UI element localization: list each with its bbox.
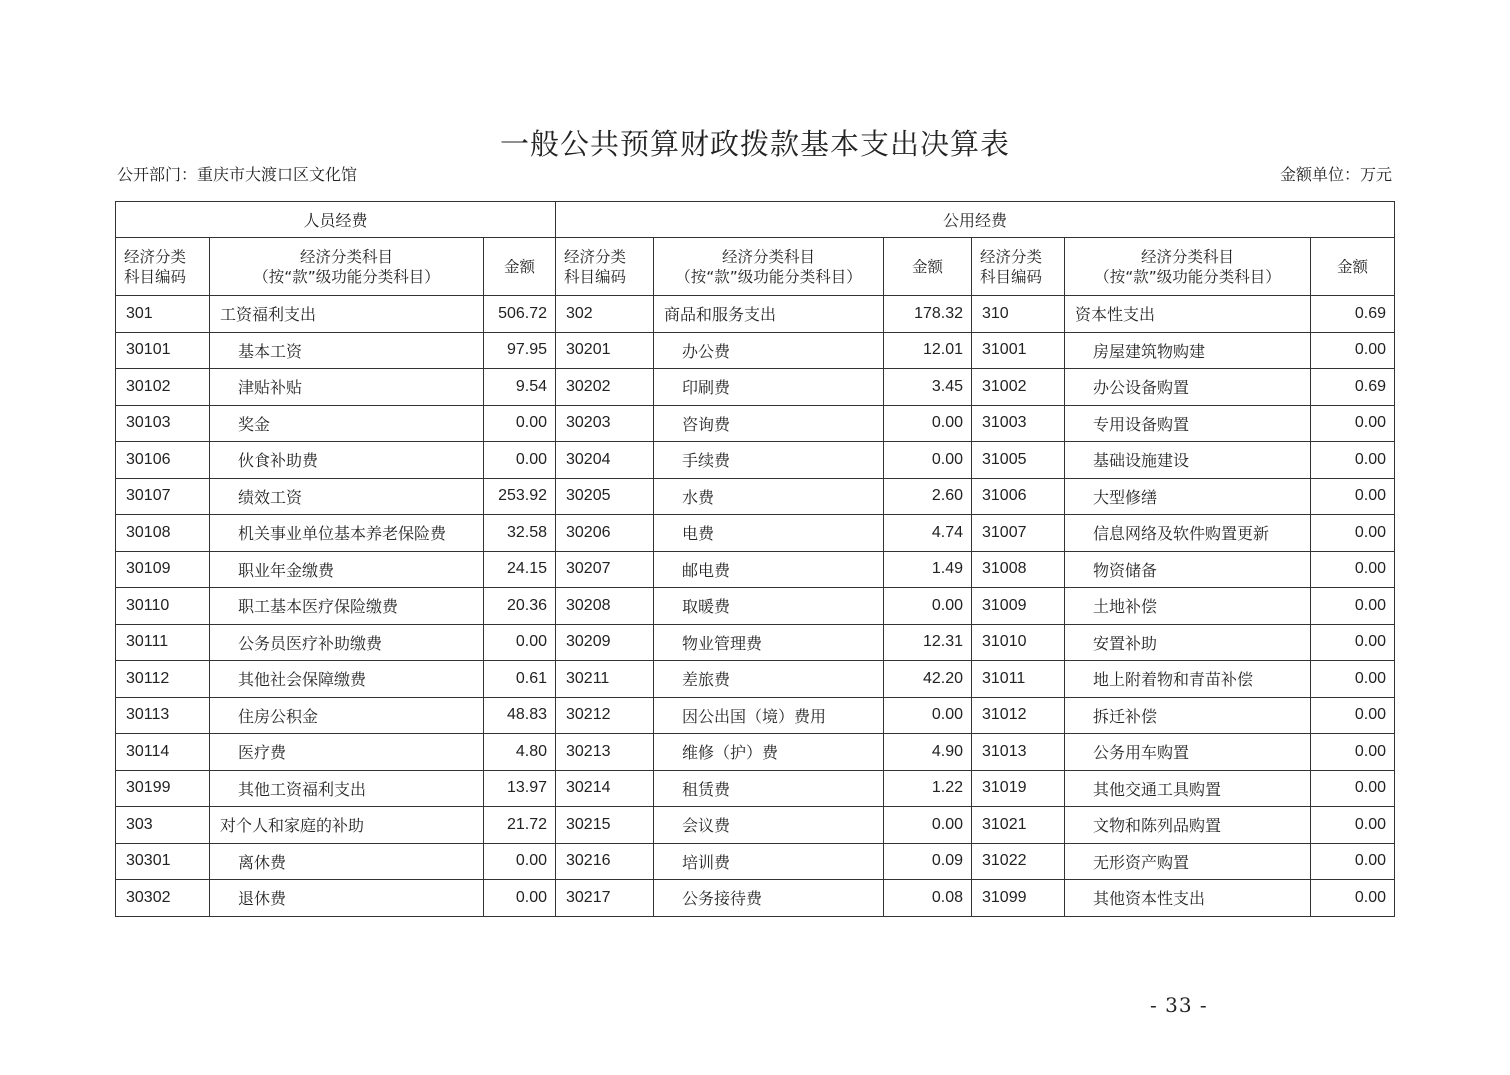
economic-item-cell: 职业年金缴费 [210,551,484,588]
economic-item-cell: 地上附着物和青苗补偿 [1065,661,1311,698]
amount-cell: 0.00 [884,588,972,625]
amount-cell: 0.00 [484,624,556,661]
page-number: - 33 - [1150,993,1208,1017]
economic-code-cell: 30202 [556,369,654,406]
table-row [116,734,1395,771]
economic-item-cell: 印刷费 [654,369,884,406]
amount-cell: 32.58 [484,515,556,552]
economic-item-cell: 因公出国（境）费用 [654,697,884,734]
economic-code-cell: 30108 [116,515,210,552]
page-title: 一般公共预算财政拨款基本支出决算表 [499,127,1010,161]
economic-code-cell: 30208 [556,588,654,625]
amount-cell: 0.00 [1311,697,1395,734]
economic-item-cell: 租赁费 [654,770,884,807]
amount-cell: 0.00 [884,405,972,442]
table-row [116,332,1395,369]
economic-item-cell: 公务接待费 [654,880,884,917]
economic-item-cell: 无形资产购置 [1065,843,1311,880]
department-label: 公开部门：重庆市大渡口区文化馆 [117,165,358,184]
amount-cell: 20.36 [484,588,556,625]
economic-code-cell: 31005 [972,442,1065,479]
economic-item-cell: 安置补助 [1065,624,1311,661]
economic-code-cell: 30199 [116,770,210,807]
amount-cell: 0.00 [1311,515,1395,552]
economic-item-cell: 办公设备购置 [1065,369,1311,406]
table-row [116,369,1395,406]
economic-code-cell: 31002 [972,369,1065,406]
group-header-personnel: 人员经费 [116,202,556,238]
economic-code-cell: 30301 [116,843,210,880]
amount-cell: 9.54 [484,369,556,406]
amount-cell: 0.00 [484,843,556,880]
amount-cell: 0.00 [1311,807,1395,844]
table-row [116,588,1395,625]
amount-cell: 42.20 [884,661,972,698]
table-row [116,551,1395,588]
economic-item-cell: 手续费 [654,442,884,479]
economic-code-cell: 30205 [556,478,654,515]
table-row [116,697,1395,734]
economic-code-cell: 30111 [116,624,210,661]
amount-cell: 0.61 [484,661,556,698]
economic-code-cell: 30110 [116,588,210,625]
economic-item-cell: 工资福利支出 [210,296,484,333]
amount-cell: 0.00 [884,442,972,479]
amount-cell: 2.60 [884,478,972,515]
amount-cell: 0.69 [1311,296,1395,333]
economic-code-cell: 30103 [116,405,210,442]
budget-table [115,201,1395,917]
economic-code-cell: 30209 [556,624,654,661]
amount-cell: 0.00 [884,807,972,844]
unit-label: 金额单位：万元 [1279,165,1392,184]
amount-cell: 0.00 [484,405,556,442]
amount-cell: 0.00 [1311,478,1395,515]
economic-code-cell: 30213 [556,734,654,771]
economic-code-cell: 31010 [972,624,1065,661]
economic-code-cell: 30216 [556,843,654,880]
amount-cell: 48.83 [484,697,556,734]
economic-item-cell: 房屋建筑物购建 [1065,332,1311,369]
economic-item-cell: 电费 [654,515,884,552]
economic-code-cell: 31008 [972,551,1065,588]
col-header-amount: 金额 [484,238,556,296]
economic-code-cell: 30106 [116,442,210,479]
amount-cell: 24.15 [484,551,556,588]
amount-cell: 12.01 [884,332,972,369]
amount-cell: 13.97 [484,770,556,807]
economic-item-cell: 伙食补助费 [210,442,484,479]
amount-cell: 506.72 [484,296,556,333]
economic-item-cell: 奖金 [210,405,484,442]
economic-item-cell: 其他社会保障缴费 [210,661,484,698]
economic-item-cell: 物资储备 [1065,551,1311,588]
amount-cell: 1.49 [884,551,972,588]
amount-cell: 0.00 [1311,661,1395,698]
economic-item-cell: 维修（护）费 [654,734,884,771]
economic-code-cell: 30113 [116,697,210,734]
economic-code-cell: 302 [556,296,654,333]
amount-cell: 0.00 [1311,624,1395,661]
economic-item-cell: 差旅费 [654,661,884,698]
economic-item-cell: 咨询费 [654,405,884,442]
economic-code-cell: 30206 [556,515,654,552]
table-row [116,880,1395,917]
economic-item-cell: 会议费 [654,807,884,844]
amount-cell: 0.09 [884,843,972,880]
economic-code-cell: 30203 [556,405,654,442]
amount-cell: 0.00 [484,880,556,917]
economic-code-cell: 31013 [972,734,1065,771]
economic-code-cell: 31022 [972,843,1065,880]
amount-cell: 0.00 [1311,880,1395,917]
amount-cell: 4.74 [884,515,972,552]
col-header-code: 经济分类 科目编码 [116,238,210,296]
table-row [116,515,1395,552]
amount-cell: 0.00 [1311,734,1395,771]
amount-cell: 253.92 [484,478,556,515]
economic-item-cell: 住房公积金 [210,697,484,734]
economic-code-cell: 301 [116,296,210,333]
economic-code-cell: 303 [116,807,210,844]
amount-cell: 0.08 [884,880,972,917]
amount-cell: 0.00 [884,697,972,734]
amount-cell: 0.00 [1311,442,1395,479]
economic-item-cell: 资本性支出 [1065,296,1311,333]
amount-cell: 97.95 [484,332,556,369]
economic-item-cell: 其他资本性支出 [1065,880,1311,917]
economic-code-cell: 31009 [972,588,1065,625]
economic-code-cell: 31012 [972,697,1065,734]
economic-code-cell: 30207 [556,551,654,588]
col-header-item: 经济分类科目 （按“款”级功能分类科目） [210,238,484,296]
col-header-item: 经济分类科目 （按“款”级功能分类科目） [1065,238,1311,296]
amount-cell: 0.00 [1311,770,1395,807]
amount-cell: 0.00 [1311,332,1395,369]
economic-code-cell: 30101 [116,332,210,369]
economic-item-cell: 专用设备购置 [1065,405,1311,442]
group-header-public: 公用经费 [556,202,1395,238]
economic-item-cell: 医疗费 [210,734,484,771]
economic-item-cell: 基本工资 [210,332,484,369]
economic-code-cell: 30211 [556,661,654,698]
table-body [116,296,1395,917]
economic-item-cell: 办公费 [654,332,884,369]
economic-item-cell: 津贴补贴 [210,369,484,406]
economic-item-cell: 取暖费 [654,588,884,625]
economic-code-cell: 310 [972,296,1065,333]
amount-cell: 4.90 [884,734,972,771]
economic-item-cell: 机关事业单位基本养老保险费 [210,515,484,552]
amount-cell: 0.00 [1311,843,1395,880]
economic-item-cell: 邮电费 [654,551,884,588]
table-row [116,442,1395,479]
economic-code-cell: 31021 [972,807,1065,844]
economic-code-cell: 30114 [116,734,210,771]
amount-cell: 1.22 [884,770,972,807]
economic-item-cell: 对个人和家庭的补助 [210,807,484,844]
table-row [116,661,1395,698]
amount-cell: 3.45 [884,369,972,406]
economic-item-cell: 职工基本医疗保险缴费 [210,588,484,625]
economic-code-cell: 31006 [972,478,1065,515]
economic-code-cell: 30107 [116,478,210,515]
economic-item-cell: 公务用车购置 [1065,734,1311,771]
economic-code-cell: 30112 [116,661,210,698]
col-header-amount: 金额 [884,238,972,296]
table-row [116,296,1395,333]
table-row [116,843,1395,880]
economic-code-cell: 30109 [116,551,210,588]
economic-item-cell: 物业管理费 [654,624,884,661]
amount-cell: 0.00 [484,442,556,479]
economic-code-cell: 31003 [972,405,1065,442]
economic-code-cell: 30212 [556,697,654,734]
economic-item-cell: 绩效工资 [210,478,484,515]
amount-cell: 178.32 [884,296,972,333]
economic-item-cell: 基础设施建设 [1065,442,1311,479]
economic-code-cell: 30201 [556,332,654,369]
economic-item-cell: 文物和陈列品购置 [1065,807,1311,844]
col-header-code: 经济分类 科目编码 [972,238,1065,296]
col-header-amount: 金额 [1311,238,1395,296]
amount-cell: 0.00 [1311,551,1395,588]
economic-code-cell: 31007 [972,515,1065,552]
amount-cell: 12.31 [884,624,972,661]
table-row [116,405,1395,442]
economic-item-cell: 拆迁补偿 [1065,697,1311,734]
economic-code-cell: 31011 [972,661,1065,698]
table-row [116,624,1395,661]
economic-code-cell: 30214 [556,770,654,807]
economic-item-cell: 商品和服务支出 [654,296,884,333]
economic-item-cell: 离休费 [210,843,484,880]
economic-item-cell: 公务员医疗补助缴费 [210,624,484,661]
economic-code-cell: 30302 [116,880,210,917]
economic-code-cell: 30215 [556,807,654,844]
economic-item-cell: 土地补偿 [1065,588,1311,625]
economic-item-cell: 大型修缮 [1065,478,1311,515]
economic-code-cell: 31001 [972,332,1065,369]
table-row [116,478,1395,515]
economic-item-cell: 退休费 [210,880,484,917]
col-header-code: 经济分类 科目编码 [556,238,654,296]
table-row [116,807,1395,844]
economic-item-cell: 培训费 [654,843,884,880]
amount-cell: 0.69 [1311,369,1395,406]
amount-cell: 0.00 [1311,405,1395,442]
amount-cell: 4.80 [484,734,556,771]
economic-code-cell: 31019 [972,770,1065,807]
economic-item-cell: 其他交通工具购置 [1065,770,1311,807]
economic-code-cell: 30217 [556,880,654,917]
economic-item-cell: 水费 [654,478,884,515]
amount-cell: 0.00 [1311,588,1395,625]
amount-cell: 21.72 [484,807,556,844]
economic-code-cell: 30204 [556,442,654,479]
economic-item-cell: 其他工资福利支出 [210,770,484,807]
economic-code-cell: 31099 [972,880,1065,917]
col-header-item: 经济分类科目 （按“款”级功能分类科目） [654,238,884,296]
economic-item-cell: 信息网络及软件购置更新 [1065,515,1311,552]
economic-code-cell: 30102 [116,369,210,406]
table-row [116,770,1395,807]
